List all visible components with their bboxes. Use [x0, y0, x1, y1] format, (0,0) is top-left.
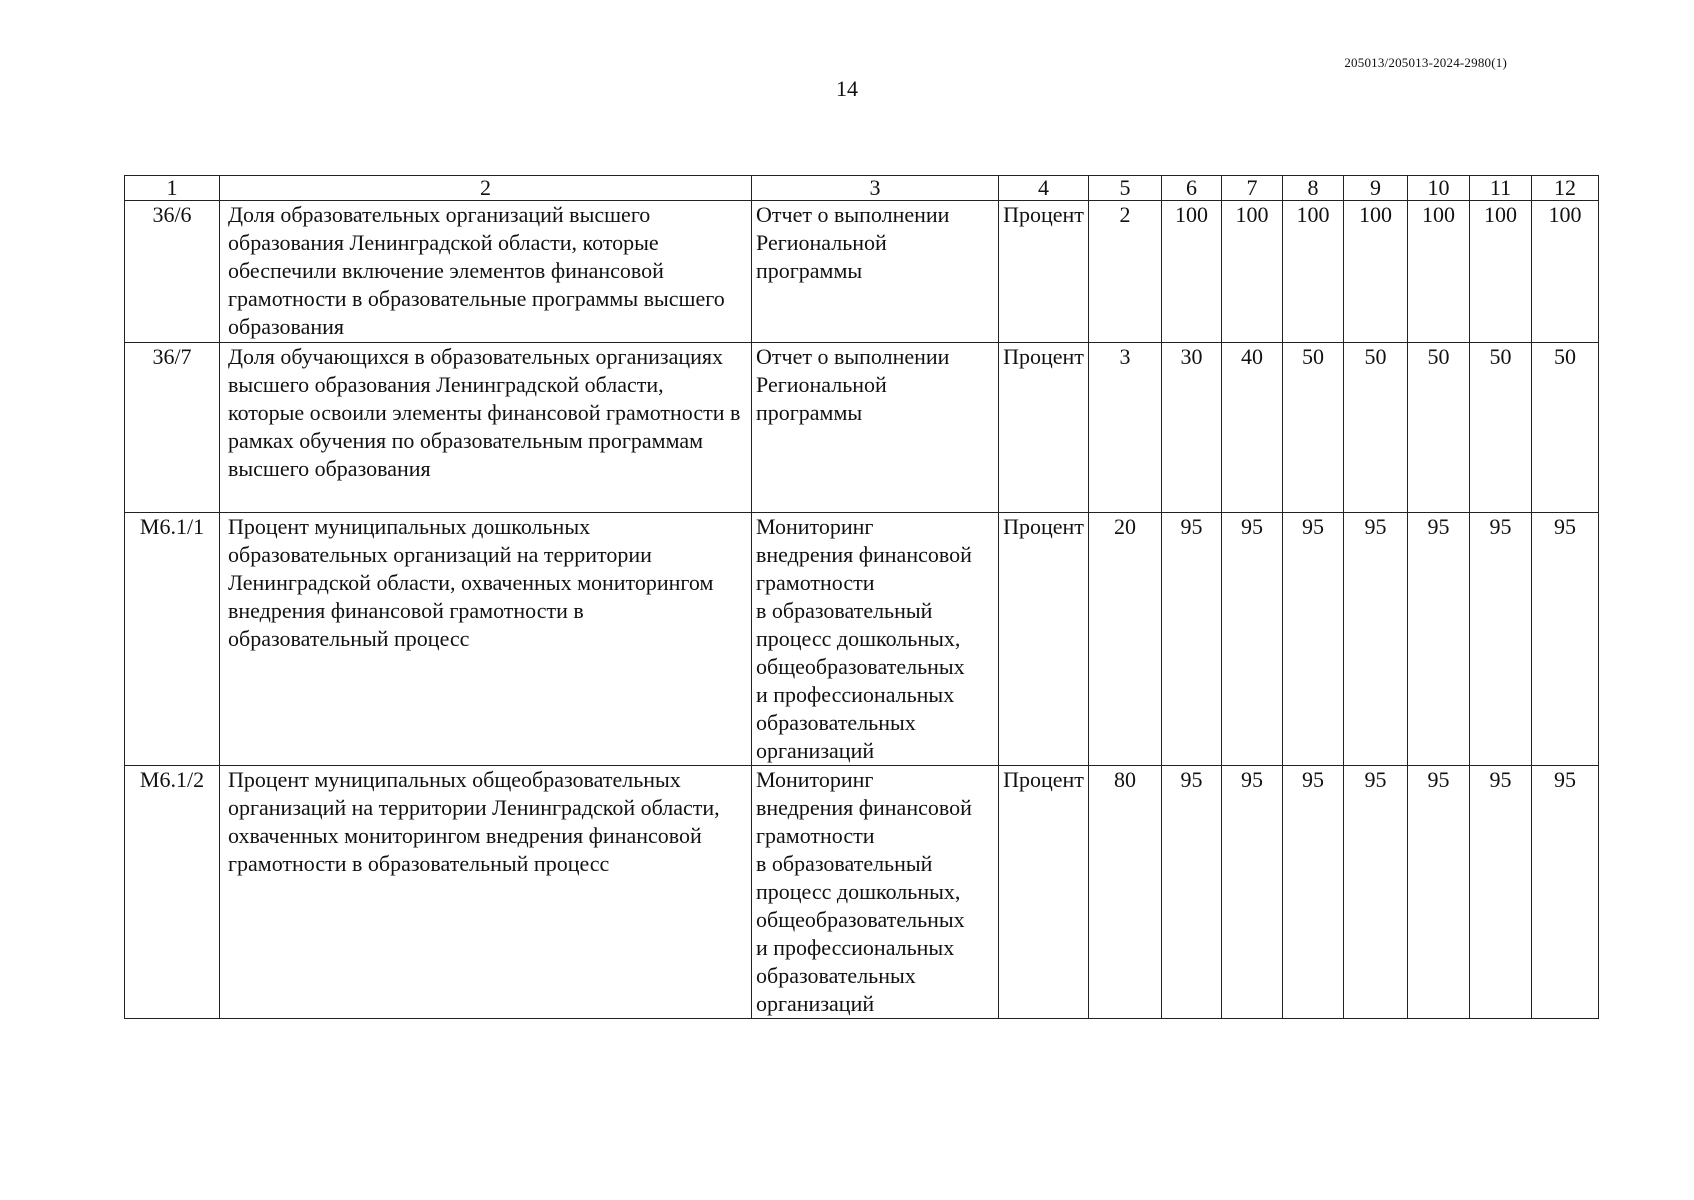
column-header: 2 [220, 176, 752, 201]
value-cell: 95 [1344, 766, 1408, 1019]
column-header: 6 [1162, 176, 1222, 201]
indicator-source [752, 766, 999, 1019]
value-cell: 100 [1470, 201, 1532, 343]
source-line: Региональной [756, 372, 887, 397]
source-line: образовательных [756, 710, 916, 735]
source-line: программы [756, 258, 863, 283]
value-cell: 95 [1162, 766, 1222, 1019]
source-line: организаций [756, 738, 875, 763]
value-cell: 2 [1089, 201, 1162, 343]
indicators-table [124, 175, 1599, 1019]
value-cell: 50 [1408, 343, 1470, 513]
source-line: общеобразовательных [756, 654, 965, 679]
indicator-code: М6.1/1 [125, 513, 220, 766]
value-cell: 80 [1089, 766, 1162, 1019]
indicator-code: 36/6 [125, 201, 220, 343]
indicator-code: 36/7 [125, 343, 220, 513]
value-cell: 95 [1283, 766, 1344, 1019]
column-header: 1 [125, 176, 220, 201]
table-row [125, 766, 1599, 1019]
table-row [125, 201, 1599, 343]
value-cell: 100 [1222, 201, 1283, 343]
column-header: 12 [1532, 176, 1599, 201]
table-row [125, 343, 1599, 513]
source-line: и профессиональных [756, 682, 955, 707]
column-header: 5 [1089, 176, 1162, 201]
source-line: программы [756, 400, 863, 425]
value-cell: 30 [1162, 343, 1222, 513]
source-line: организаций [756, 991, 875, 1016]
value-cell: 3 [1089, 343, 1162, 513]
value-cell: 95 [1408, 766, 1470, 1019]
indicator-description: Процент муниципальных дошкольных образовательных организаций на территории Ленинградской области, охваченных мониторингом внедрения финансовой грамотности в образовательный процесс [220, 513, 752, 766]
source-line: в образовательный [756, 598, 933, 623]
source-line: грамотности [756, 570, 875, 595]
value-cell: 95 [1222, 766, 1283, 1019]
value-cell: 95 [1344, 513, 1408, 766]
value-cell: 95 [1162, 513, 1222, 766]
value-cell: 100 [1283, 201, 1344, 343]
column-header: 4 [999, 176, 1089, 201]
value-cell: 95 [1470, 766, 1532, 1019]
column-header: 7 [1222, 176, 1283, 201]
source-line: Мониторинг [756, 767, 874, 792]
source-line: общеобразовательных [756, 907, 965, 932]
indicator-unit: Процент [999, 201, 1089, 343]
value-cell: 100 [1344, 201, 1408, 343]
indicator-source [752, 343, 999, 513]
value-cell: 95 [1532, 513, 1599, 766]
indicator-source [752, 513, 999, 766]
source-line: в образовательный [756, 851, 933, 876]
source-line: образовательных [756, 963, 916, 988]
indicator-source [752, 201, 999, 343]
value-cell: 50 [1470, 343, 1532, 513]
source-line: внедрения финансовой [756, 542, 972, 567]
value-cell: 95 [1470, 513, 1532, 766]
column-header: 3 [752, 176, 999, 201]
value-cell: 50 [1283, 343, 1344, 513]
column-header: 9 [1344, 176, 1408, 201]
source-line: процесс дошкольных, [756, 626, 961, 651]
indicator-description: Доля образовательных организаций высшего образования Ленинградской области, которые обеспечили включение элементов финансовой грамотности в образовательные программы высшего образования [220, 201, 752, 343]
source-line: Отчет о выполнении [756, 344, 950, 369]
value-cell: 100 [1532, 201, 1599, 343]
indicator-description: Доля обучающихся в образовательных организациях высшего образования Ленинградской области, которые освоили элементы финансовой грамотности в рамках обучения по образовательным программам высшего образования [220, 343, 752, 513]
value-cell: 95 [1283, 513, 1344, 766]
indicator-code: М6.1/2 [125, 766, 220, 1019]
source-line: процесс дошкольных, [756, 879, 961, 904]
source-line: Мониторинг [756, 514, 874, 539]
indicator-description: Процент муниципальных общеобразовательных организаций на территории Ленинградской области, охваченных мониторингом внедрения финансовой грамотности в образовательный процесс [220, 766, 752, 1019]
document-id: 205013/205013-2024-2980(1) [1344, 55, 1507, 70]
indicator-unit: Процент [999, 513, 1089, 766]
value-cell: 100 [1408, 201, 1470, 343]
indicator-unit: Процент [999, 766, 1089, 1019]
value-cell: 50 [1532, 343, 1599, 513]
source-line: грамотности [756, 823, 875, 848]
source-line: внедрения финансовой [756, 795, 972, 820]
value-cell: 20 [1089, 513, 1162, 766]
column-header: 10 [1408, 176, 1470, 201]
value-cell: 50 [1344, 343, 1408, 513]
source-line: и профессиональных [756, 935, 955, 960]
value-cell: 100 [1162, 201, 1222, 343]
value-cell: 40 [1222, 343, 1283, 513]
column-header: 8 [1283, 176, 1344, 201]
value-cell: 95 [1408, 513, 1470, 766]
column-number-row [125, 176, 1599, 201]
value-cell: 95 [1532, 766, 1599, 1019]
column-header: 11 [1470, 176, 1532, 201]
table-row [125, 513, 1599, 766]
source-line: Региональной [756, 230, 887, 255]
source-line: Отчет о выполнении [756, 202, 950, 227]
indicator-unit: Процент [999, 343, 1089, 513]
page-number: 14 [836, 76, 858, 101]
value-cell: 95 [1222, 513, 1283, 766]
